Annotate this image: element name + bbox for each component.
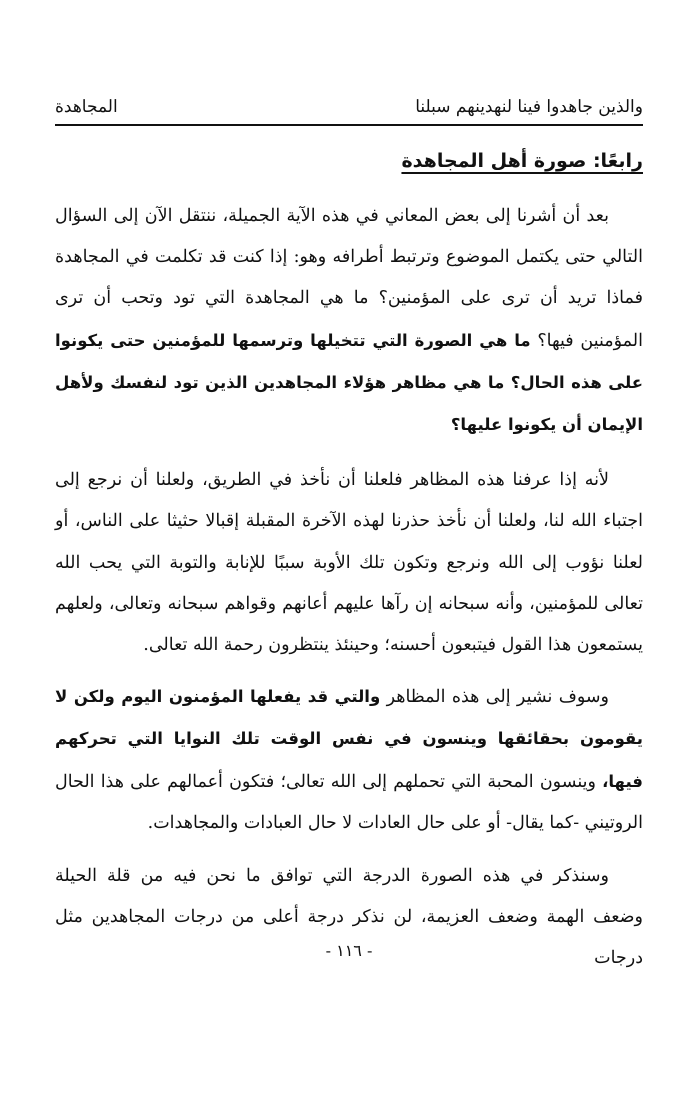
page-number: - ١١٦ - — [325, 941, 373, 960]
running-header — [55, 88, 643, 118]
paragraph-1 — [55, 196, 643, 446]
body-text — [55, 196, 643, 980]
header-rule — [55, 124, 643, 126]
paragraph-1-bold-question: ما هي الصورة التي تتخيلها وترسمها للمؤمنين حتى يكونوا على هذه الحال؟ ما هي مظاهر هؤلاء المجاهدين الذين تود لنفسك ولأهل الإيمان أن يكونوا عليها؟ — [55, 330, 643, 435]
section-heading: رابعًا: صورة أهل المجاهدة — [401, 150, 643, 172]
paragraph-3-text-start: وسوف نشير إلى هذه المظاهر — [380, 687, 610, 708]
paragraph-4-text: وسنذكر في هذه الصورة الدرجة التي توافق ما نحن فيه من قلة الحيلة وضعف الهمة وضعف العزيمة، لن نذكر درجة أعلى من درجات المجاهدين مثل درجات — [55, 866, 643, 969]
book-title: والذين جاهدوا فينا لنهدينهم سبلنا — [415, 97, 643, 117]
paragraph-1-text: بعد أن أشرنا إلى بعض المعاني في هذه الآية الجميلة، ننتقل الآن إلى السؤال التالي حتى يكتمل الموضوع وترتبط أطرافه وهو: إذا كنت قد تكلمت في المجاهدة فماذا تريد أن ترى على المؤمنين؟ ما هي المجاهدة التي تود وتحب أن ترى المؤمنين فيها؟ — [55, 206, 643, 351]
paragraph-3-text-end: وينسون المحبة التي تحملهم إلى الله تعالى؛ فتكون أعمالهم على هذا الحال الروتيني -كما يقال- أو على حال العادات لا حال العبادات والمجاهدات. — [55, 771, 643, 833]
paragraph-2-text: لأنه إذا عرفنا هذه المظاهر فلعلنا أن نأخذ في الطريق، ولعلنا أن نرجع إلى اجتباء الله لنا، ولعلنا أن نأخذ حذرنا لهذه الآخرة المقبلة إقبالا حثيثا على الناس، أو لعلنا نؤوب إلى الله ونرجع وتكون تلك الأوبة سببًا للإنابة والتوبة التي يحب الله تعالى للمؤمنين، وأنه سبحانه إن رآها عليهم أعانهم وقواهم سبحانه وتعالى، ولعلهم يستمعون هذا القول فيتبعون أحسنه؛ وحينئذ ينتظرون رحمة الله تعالى. — [55, 470, 643, 656]
paragraph-3-bold-text: والتي قد يفعلها المؤمنون اليوم ولكن لا يقومون بحقائقها وينسون في نفس الوقت تلك النوايا التي تحركهم فيها، — [55, 687, 643, 791]
paragraph-3 — [55, 676, 643, 844]
chapter-title: المجاهدة — [55, 97, 118, 117]
paragraph-2 — [55, 460, 643, 666]
